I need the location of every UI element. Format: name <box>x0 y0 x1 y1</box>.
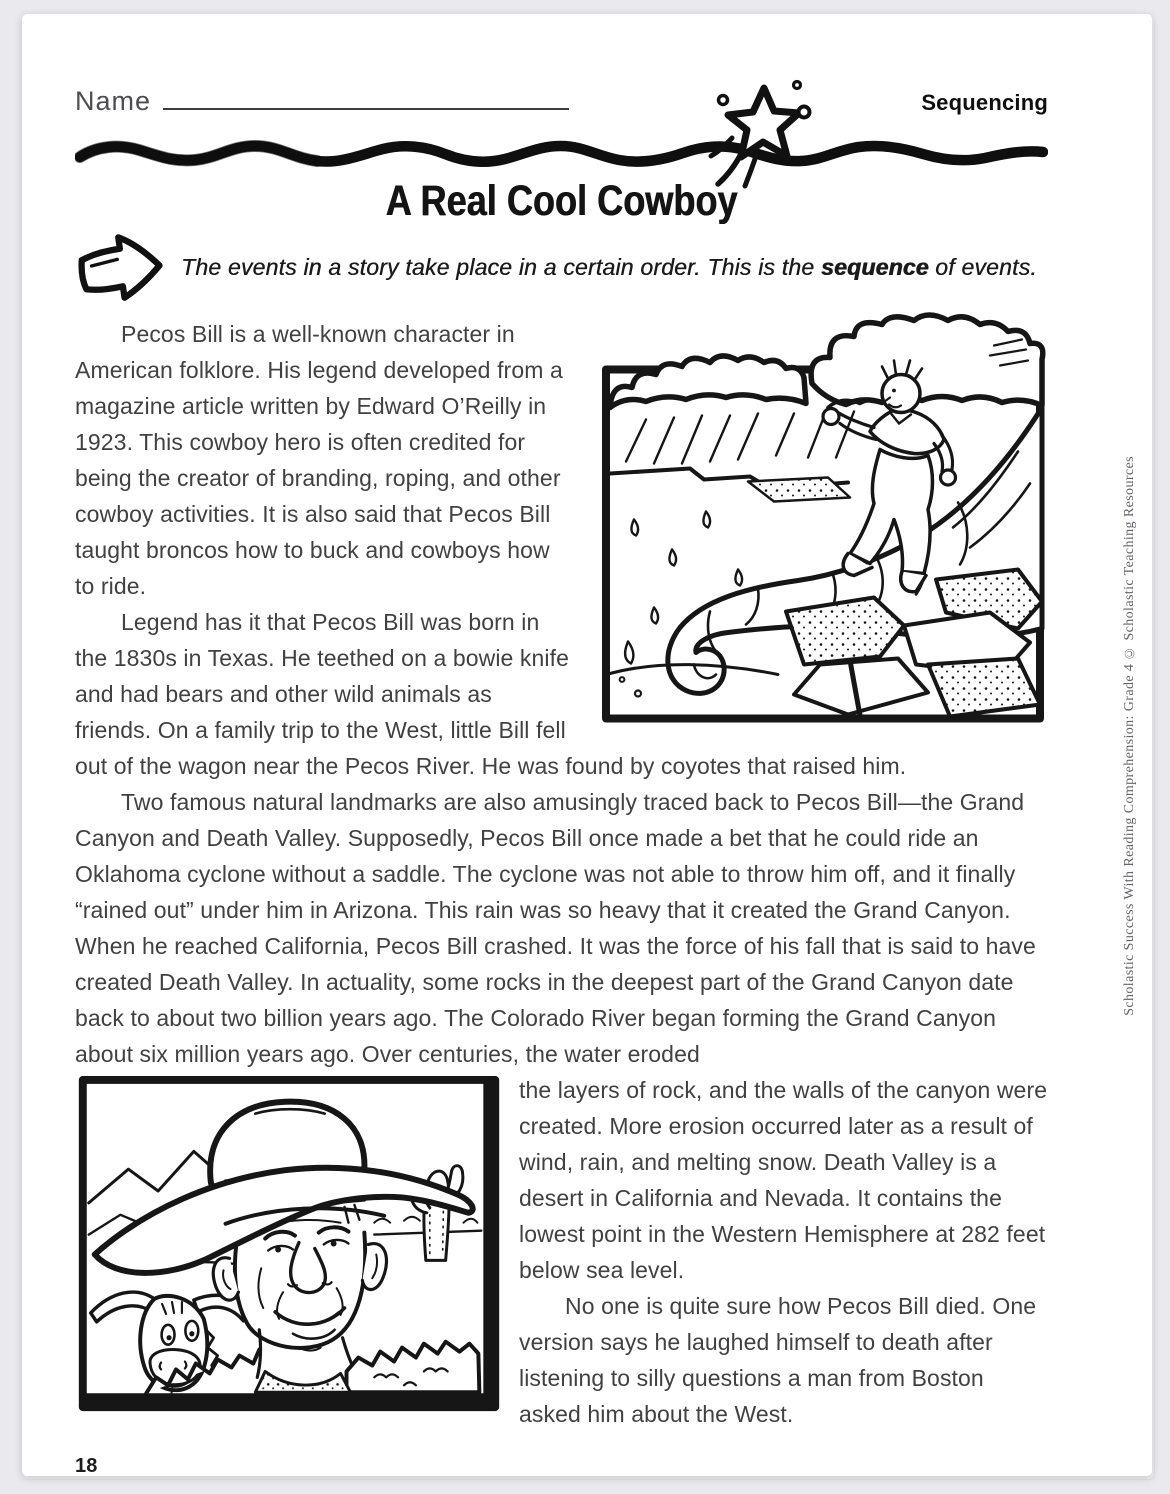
wavy-divider <box>75 133 1048 173</box>
copyright-credit: Scholastic Success With Reading Comprehension: Grade 4 © Scholastic Teaching Resources <box>1122 456 1137 1016</box>
name-label: Name <box>75 86 152 116</box>
arrow-icon <box>73 230 169 311</box>
cowboy-portrait-illustration <box>75 1074 505 1421</box>
instruction-bold-word: sequence <box>820 254 929 280</box>
instruction-text <box>181 232 1037 281</box>
instruction-text-after: of events. <box>928 254 1037 280</box>
worksheet-header <box>75 86 1048 117</box>
story-paragraph-3-wrapped: the layers of rock, and the walls of the canyon were created. More erosion occurred later as a result of wind, rain, and melting snow. Death Valley is a desert in California and Nevada. It contains the lowest point in the Western Hemisphere at 282 feet below sea level. <box>519 1077 1048 1283</box>
story-paragraph-4: No one is quite sure how Pecos Bill died. One version says he laughed himself to death after listening to silly questions a man from Boston asked him about the West. <box>519 1293 1037 1427</box>
page-title-text: A Real Cool Cowboy <box>385 177 738 225</box>
instruction-text-before: The events in a story take place in a certain order. This is the <box>181 254 821 280</box>
story-paragraph-1: Pecos Bill is a well-known character in American folklore. His legend developed from a magazine article written by Edward O’Reilly in 1923. This cowboy hero is often credited for being the creator of branding, roping, and other cowboy activities. It is also said that Pecos Bill taught broncos how to buck and cowboys how to ride. <box>75 321 563 599</box>
shooting-star-icon <box>707 72 815 190</box>
instruction-row <box>75 232 1048 308</box>
skill-topic-label: Sequencing <box>921 90 1048 115</box>
story-paragraph-3: Two famous natural landmarks are also amusingly traced back to Pecos Bill—the Grand Canyon and Death Valley. Supposedly, Pecos Bill once made a bet that he could ride an Oklahoma cyclone without a saddle. The cyclone was not able to throw him off, and it finally “rained out” under him in Arizona. This rain was so heavy that it created the Grand Canyon. When he reached California, Pecos Bill crashed. It was the force of his fall that is said to have created Death Valley. In actuality, some rocks in the deepest part of the Grand Canyon date back to about two billion years ago. The Colorado River began forming the Grand Canyon about six million years ago. Over centuries, the water eroded <box>75 789 1036 1067</box>
page-content <box>75 14 1048 1484</box>
worksheet-page <box>22 14 1152 1476</box>
name-blank-line <box>163 107 569 110</box>
cyclone-illustration <box>598 310 1048 728</box>
story-text <box>75 316 1048 1484</box>
page-title <box>75 177 1048 226</box>
page-number: 18 <box>75 1455 98 1477</box>
story-paragraph-2: Legend has it that Pecos Bill was born in the 1830s in Texas. He teethed on a bowie knife and had bears and other wild animals as friends. On a family trip to the West, little Bill fell out of the wagon near the Pecos River. He was found by coyotes that raised him. <box>75 609 907 779</box>
